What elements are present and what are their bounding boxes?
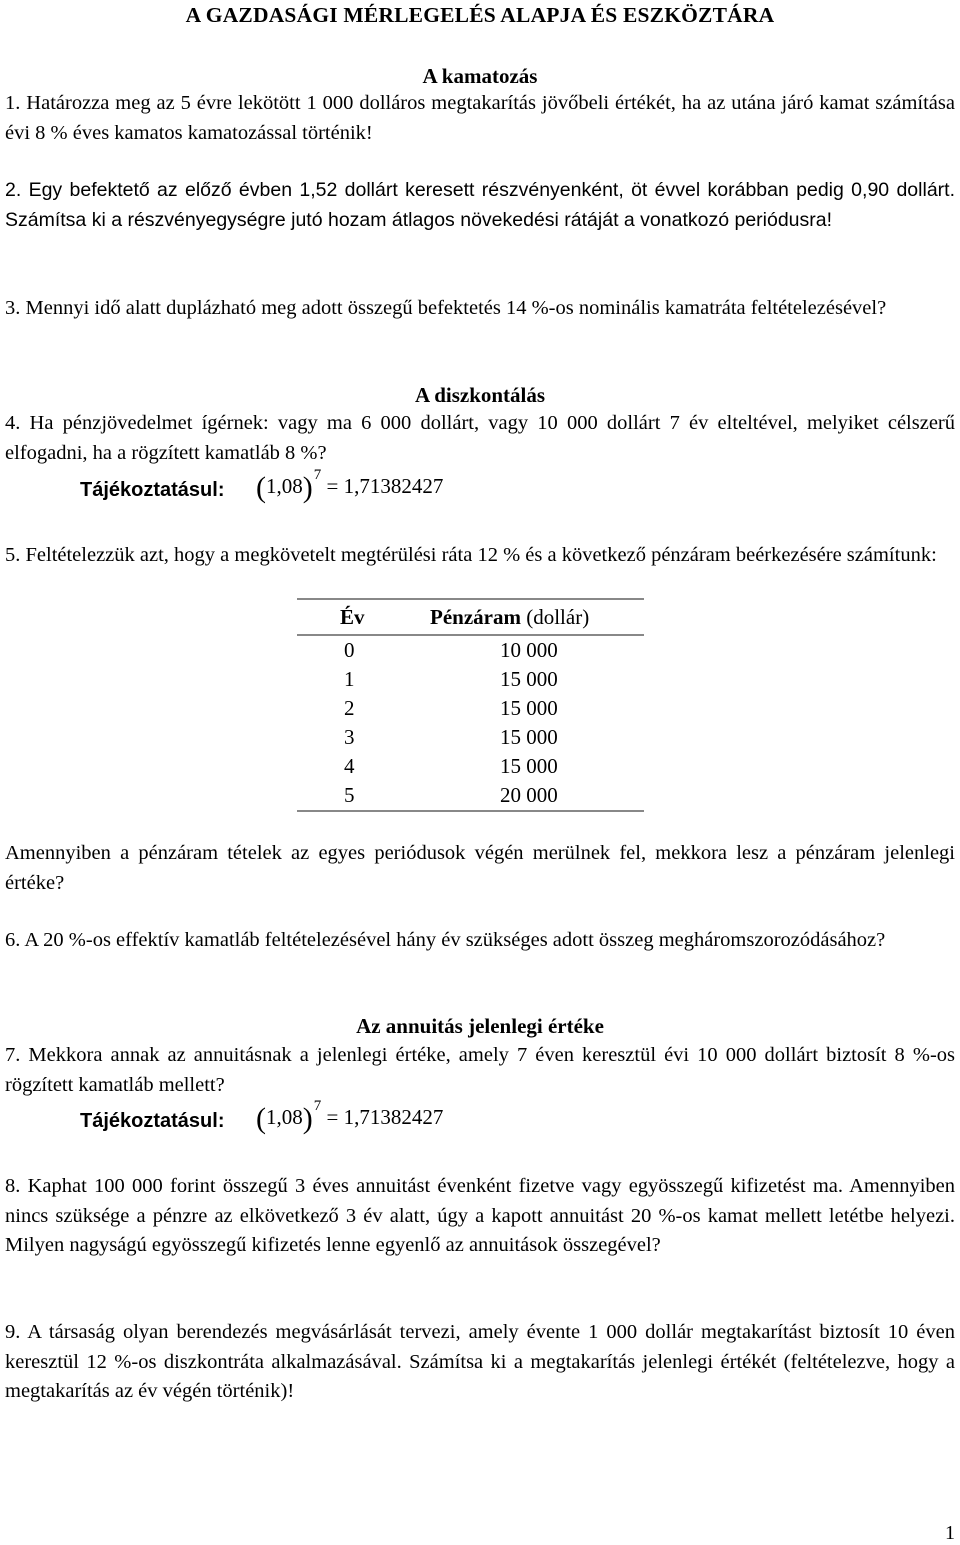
cell-cash: 20 000 bbox=[430, 781, 644, 811]
problem-4: 4. Ha pénzjövedelmet ígérnek: vagy ma 6 000 dollárt, vagy 10 000 dollárt 7 év elteltével, melyiket célszerű elfogadni, ha a rögzített kamatláb 8 %? bbox=[5, 412, 955, 464]
cell-cash: 15 000 bbox=[500, 754, 558, 778]
problem-5-question: Amennyiben a pénzáram tételek az egyes periódusok végén merülnek fel, mekkora lesz a pénzáram jelenlegi értéke? bbox=[5, 842, 955, 894]
hint-label: Tájékoztatásul: bbox=[80, 1110, 225, 1132]
hint-result: = 1,71382427 bbox=[326, 474, 444, 498]
hint-expression: $(1,08)^7 = 1,71382427$ bbox=[256, 467, 444, 504]
cell-year: 0 bbox=[344, 638, 355, 662]
table-row bbox=[297, 752, 644, 781]
table-row bbox=[297, 635, 644, 665]
cell-cash: 15 000 bbox=[500, 725, 558, 749]
col-header-penzaram-label: Pénzáram bbox=[430, 604, 521, 629]
section-heading-diszkontalas: A diszkontálás bbox=[414, 383, 546, 407]
col-header-unit: (dollár) bbox=[526, 604, 590, 629]
problem-8: 8. Kaphat 100 000 forint összegű 3 éves annuitást évenként fizetve vagy egyösszegű kifizetést ma. Amennyiben nincs szüksége a pénzre az elkövetkező 3 év alatt, úgy a kapott annuitást 20 %-os kamat mellett letétbe helyezi. Milyen nagyságú egyösszegű kifizetés lenne egyenlő az annuitások összegével? bbox=[5, 1175, 955, 1256]
table-row bbox=[297, 694, 644, 723]
page-number: 1 bbox=[945, 1522, 955, 1544]
table-header-row bbox=[297, 599, 644, 635]
cell-year: 4 bbox=[344, 754, 355, 778]
section-heading-annuitas: Az annuitás jelenlegi értéke bbox=[356, 1014, 604, 1038]
problem-5: 5. Feltételezzük azt, hogy a megkövetelt megtérülési ráta 12 % és a következő pénzáram beérkezésére számítunk: bbox=[5, 544, 937, 566]
problem-9: 9. A társaság olyan berendezés megvásárlását tervezi, amely évente 1 000 dollár megtakarítást biztosít 10 éven keresztül 12 %-os diszkontráta alkalmazásával. Számítsa ki a megtakarítás jelenlegi értékét (feltételezve, hogy a megtakarítás az év végén történik)! bbox=[5, 1321, 955, 1402]
hint-base: 1,08 bbox=[266, 1105, 303, 1129]
table-row bbox=[297, 665, 644, 694]
hint-exponent: 7 bbox=[313, 467, 322, 483]
cell-cash: 15 000 bbox=[500, 696, 558, 720]
cell-cash: 10 000 bbox=[500, 638, 558, 662]
document-title: A GAZDASÁGI MÉRLEGELÉS ALAPJA ÉS ESZKÖZTÁRA bbox=[185, 3, 775, 27]
hint-label: Tájékoztatásul: bbox=[80, 479, 225, 501]
cell-year: 2 bbox=[344, 696, 355, 720]
hint-base: 1,08 bbox=[266, 474, 303, 498]
col-header-penzaram bbox=[430, 599, 644, 635]
hint-exponent: 7 bbox=[313, 1098, 322, 1114]
hint-expression: $(1,08)^7 = 1,71382427$ bbox=[256, 1098, 444, 1135]
problem-6: 6. A 20 %-os effektív kamatláb feltételezésével hány év szükséges adott összeg megháromszorozódásához? bbox=[5, 929, 886, 951]
cell-year: 1 bbox=[344, 667, 355, 691]
cell-year: 5 bbox=[297, 781, 430, 811]
section-heading-kamatozas: A kamatozás bbox=[422, 64, 538, 88]
problem-2: 2. Egy befektető az előző évben 1,52 dollárt keresett részvényenként, öt évvel korábban pedig 0,90 dollárt. Számítsa ki a részvényegységre jutó hozam átlagos növekedési rátáját a vonatkozó periódusra! bbox=[5, 179, 955, 231]
cell-cash: 15 000 bbox=[500, 667, 558, 691]
table-row bbox=[297, 781, 644, 811]
problem-7: 7. Mekkora annak az annuitásnak a jelenlegi értéke, amely 7 éven keresztül évi 10 000 dollárt biztosít 8 %-os rögzített kamatláb mellett? bbox=[5, 1044, 955, 1096]
problem-3: 3. Mennyi idő alatt duplázható meg adott összegű befektetés 14 %-os nominális kamatráta feltételezésével? bbox=[5, 297, 887, 319]
hint-result: = 1,71382427 bbox=[326, 1105, 444, 1129]
cash-flow-table bbox=[297, 598, 644, 812]
problem-1: 1. Határozza meg az 5 évre lekötött 1 000 dolláros megtakarítás jövőbeli értékét, ha az utána járó kamat számítása évi 8 % éves kamatos kamatozással történik! bbox=[5, 92, 955, 144]
cell-year: 3 bbox=[344, 725, 355, 749]
table-row bbox=[297, 723, 644, 752]
col-header-ev: Év bbox=[297, 599, 430, 635]
